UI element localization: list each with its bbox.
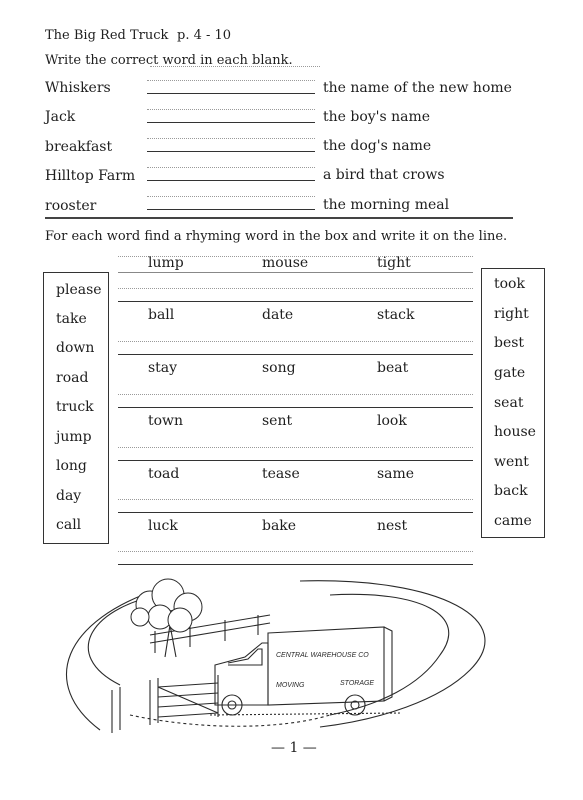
- instruction-rhyming: For each word find a rhyming word in the box and write it on the line.: [45, 229, 508, 244]
- dotted-guide: [118, 499, 473, 500]
- box-word: right: [494, 306, 529, 322]
- instruction-matching: Write the correct word in each blank.: [45, 53, 293, 68]
- box-word: house: [494, 424, 536, 440]
- grid-word: sent: [262, 413, 293, 429]
- box-word: jump: [56, 429, 92, 445]
- match-word: Hilltop Farm: [45, 168, 136, 184]
- dotted-guide: [147, 138, 315, 139]
- box-word: down: [56, 340, 95, 356]
- box-word: took: [494, 276, 525, 292]
- answer-line[interactable]: [118, 354, 473, 355]
- box-word: gate: [494, 365, 526, 381]
- grid-word: ball: [148, 307, 175, 323]
- left-word-box: [43, 272, 109, 544]
- match-word: breakfast: [45, 139, 113, 155]
- box-word: long: [56, 458, 87, 474]
- grid-word: luck: [148, 518, 178, 534]
- grid-word: look: [377, 413, 407, 429]
- match-word: rooster: [45, 198, 97, 214]
- grid-word: mouse: [262, 255, 309, 271]
- match-definition: the boy's name: [323, 109, 431, 125]
- page-number: — 1 —: [271, 740, 317, 756]
- answer-line[interactable]: [118, 301, 473, 302]
- match-definition: the morning meal: [323, 197, 450, 213]
- dotted-guide: [118, 551, 473, 552]
- match-definition: the name of the new home: [323, 80, 512, 96]
- grid-word: stack: [377, 307, 415, 323]
- grid-line: [118, 272, 473, 273]
- grid-word: date: [262, 307, 294, 323]
- match-word: Jack: [45, 109, 76, 125]
- grid-word: tight: [377, 255, 411, 271]
- match-definition: a bird that crows: [323, 167, 445, 183]
- grid-word: toad: [148, 466, 180, 482]
- grid-word: lump: [148, 255, 184, 271]
- box-word: came: [494, 513, 532, 529]
- dotted-guide: [118, 341, 473, 342]
- box-word: take: [56, 311, 87, 327]
- answer-line[interactable]: [118, 512, 473, 513]
- match-word: Whiskers: [45, 80, 111, 96]
- dotted-guide: [118, 288, 473, 289]
- page-range: p. 4 - 10: [177, 28, 232, 43]
- box-word: call: [56, 517, 82, 533]
- dotted-guide: [150, 66, 320, 67]
- grid-word: tease: [262, 466, 300, 482]
- dotted-guide: [118, 447, 473, 448]
- box-word: day: [56, 488, 82, 504]
- farm-truck-illustration: [0, 565, 583, 745]
- answer-line[interactable]: [118, 460, 473, 461]
- grid-word: song: [262, 360, 296, 376]
- truck-label-right: STORAGE: [340, 680, 375, 687]
- grid-word: same: [377, 466, 415, 482]
- worksheet-title: The Big Red Truck: [45, 28, 169, 43]
- box-word: road: [56, 370, 89, 386]
- match-definition: the dog's name: [323, 138, 432, 154]
- box-word: went: [494, 454, 529, 470]
- grid-word: stay: [148, 360, 178, 376]
- box-word: please: [56, 282, 102, 298]
- grid-word: nest: [377, 518, 408, 534]
- box-word: back: [494, 483, 528, 499]
- grid-word: town: [148, 413, 184, 429]
- answer-line[interactable]: [118, 407, 473, 408]
- answer-line[interactable]: [147, 180, 315, 181]
- truck-sign-text: CENTRAL WAREHOUSE CO: [276, 652, 369, 659]
- answer-line[interactable]: [147, 209, 315, 210]
- grid-word: bake: [262, 518, 297, 534]
- box-word: truck: [56, 399, 94, 415]
- box-word: seat: [494, 395, 524, 411]
- dotted-guide: [147, 80, 315, 81]
- dotted-guide: [118, 394, 473, 395]
- answer-line[interactable]: [147, 93, 315, 94]
- answer-line[interactable]: [147, 122, 315, 123]
- right-word-box: [481, 268, 545, 538]
- dotted-guide: [147, 196, 315, 197]
- dotted-guide: [147, 109, 315, 110]
- grid-word: beat: [377, 360, 409, 376]
- box-word: best: [494, 335, 525, 351]
- truck-label-left: MOVING: [276, 682, 305, 689]
- dotted-guide: [147, 167, 315, 168]
- section-divider: [45, 217, 513, 219]
- answer-line[interactable]: [147, 151, 315, 152]
